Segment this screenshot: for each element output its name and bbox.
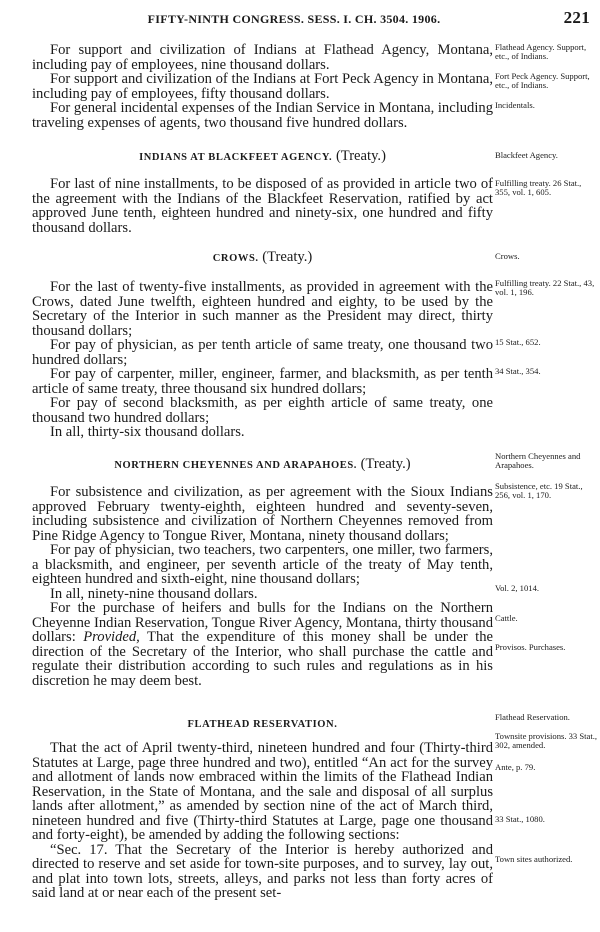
heading-treaty-label: (Treaty.) <box>335 148 386 164</box>
crows-section <box>32 280 493 440</box>
paragraph-crows-physician: For pay of physician, as per tenth article of same treaty, one thousand two hundred dollars; <box>32 337 493 368</box>
heading-cheyennes <box>32 456 493 473</box>
margin-note-town-sites: Town sites authorized. <box>495 854 573 864</box>
margin-note-flathead-agency: Flathead Agency. Support, etc., of Indians. <box>495 42 587 61</box>
margin-note-ante: Ante, p. 79. <box>495 762 536 772</box>
paragraph-flathead-amendment: That the act of April twenty-third, nineteen hundred and four (Thirty-third Statutes at Large, page three hundred and two), entitled “An act for the survey and allotment of lands now embraced within the limits of the Flathead Indian Reservation, in the State of Montana, and the sale and disposal of all surplus lands after allotment,” as amended by section nine of the act of March third, nineteen hundred and five (Thirty-third Statutes at Large, page one thousand and forty-eight), be amended by adding the following sections: <box>32 740 493 843</box>
margin-note-northern-cheyennes: Northern Cheyennes and Arapahoes. <box>495 451 581 470</box>
margin-note-fulfilling-treaty-2: Fulfilling treaty. 22 Stat., 43, vol. 1, 196. <box>495 278 595 297</box>
paragraph-blackfeet: For last of nine installments, to be disposed of as provided in article two of the agreement with the Indians of the Blackfeet Reservation, ratified by act approved June tenth, eighteen hundred and ninety-six, one hundred and fifty thousand dollars. <box>32 176 493 236</box>
montana-section <box>32 43 493 130</box>
paragraph-cheyenne-subsistence: For subsistence and civilization, as per agreement with the Sioux Indians approved February twenty-eighth, eighteen hundred and seventy-seven, including subsistence and civilization of Northern Cheyennes removed from Pine Ridge Agency to Tongue River, Montana, ninety thousand dollars; <box>32 484 493 544</box>
heading-flathead-text: FLATHEAD RESERVATION. <box>187 719 338 730</box>
paragraph-section-17: “Sec. 17. That the Secretary of the Interior is hereby authorized and directed to reserve and set aside for town-site purposes, and to survey, lay out, and plat into town lots, streets, alleys, and parks not less than forty acres of said land at or near each of the present set- <box>32 841 493 901</box>
page-number: 221 <box>563 8 590 27</box>
margin-note-crows: Crows. <box>495 251 520 261</box>
paragraph-flathead-agency: For support and civilization of Indians at Flathead Agency, Montana, including pay of employees, nine thousand dollars. <box>32 42 493 73</box>
margin-note-vol2: Vol. 2, 1014. <box>495 583 540 593</box>
proviso-text: That the expenditure of this money shall be under the direction of the Secretary of the Interior, who shall purchase the cattle and regulate their distribution according to such rules and regulations as in his discretion he may deem best. <box>32 629 493 689</box>
heading-blackfeet <box>32 148 493 165</box>
margin-note-34-stat: 34 Stat., 354. <box>495 366 541 376</box>
margin-note-fort-peck: Fort Peck Agency. Support, etc., of Indians. <box>495 71 590 90</box>
margin-note-15-stat: 15 Stat., 652. <box>495 337 541 347</box>
paragraph-incidentals: For general incidental expenses of the Indian Service in Montana, including traveling expenses of agents, two thousand five hundred dollars. <box>32 100 493 131</box>
paragraph-cheyenne-physician: For pay of physician, two teachers, two carpenters, one miller, two farmers, a blacksmith, and engineer, per seventh article of the treaty of May tenth, eighteen hundred and sixth-eight, nine thousand dollars; <box>32 542 493 587</box>
heading-cheyennes-text: NORTHERN CHEYENNES AND ARAPAHOES. <box>114 460 358 471</box>
heading-blackfeet-text: INDIANS AT BLACKFEET AGENCY. <box>139 152 333 163</box>
margin-note-townsite: Townsite provisions. 33 Stat., 302, amended. <box>495 731 598 750</box>
margin-note-fulfilling-treaty-1: Fulfilling treaty. 26 Stat., 355, vol. 1, 605. <box>495 178 582 197</box>
heading-flathead-reservation <box>32 715 493 732</box>
paragraph-crows-carpenter: For pay of carpenter, miller, engineer, farmer, and blacksmith, as per tenth article of same treaty, three thousand six hundred dollars; <box>32 366 493 397</box>
margin-note-33-stat: 33 Stat., 1080. <box>495 814 545 824</box>
margin-note-incidentals: Incidentals. <box>495 100 535 110</box>
heading-treaty-label: (Treaty.) <box>360 456 411 472</box>
proviso-word: Provided, <box>83 629 140 645</box>
flathead-reservation-section <box>32 741 493 901</box>
heading-crows <box>32 249 493 266</box>
paragraph-cheyenne-total: In all, ninety-nine thousand dollars. <box>50 585 258 602</box>
margin-note-flathead-reservation: Flathead Reservation. <box>495 712 570 722</box>
paragraph-crows-blacksmith: For pay of second blacksmith, as per eighth article of same treaty, one thousand two hundred dollars; <box>32 395 493 426</box>
margin-note-provisos: Provisos. Purchases. <box>495 642 566 652</box>
margin-note-subsistence: Subsistence, etc. 19 Stat., 256, vol. 1, 170. <box>495 481 583 500</box>
cattle-text: For the purchase of heifers and bulls for the Indians on the Northern Cheyenne Indian Reservation, Tongue River Agency, Montana, thirty thousand dollars: <box>32 600 494 645</box>
heading-treaty-label: (Treaty.) <box>262 249 313 265</box>
running-title: FIFTY-NINTH CONGRESS. SESS. I. CH. 3504. 1906. <box>147 12 441 26</box>
paragraph-crows-installments: For the last of twenty-five installments, as provided in agreement with the Crows, dated June twelfth, eighteen hundred and eighty, to be used by the Secretary of the Interior in such manner as the President may direct, thirty thousand dollars; <box>32 279 493 339</box>
margin-note-blackfeet-agency: Blackfeet Agency. <box>495 150 558 160</box>
paragraph-cheyenne-cattle <box>32 601 493 688</box>
cheyennes-section <box>32 485 493 688</box>
paragraph-crows-total: In all, thirty-six thousand dollars. <box>50 424 245 440</box>
margin-note-cattle: Cattle. <box>495 613 518 623</box>
heading-crows-text: CROWS. <box>212 253 259 264</box>
blackfeet-section <box>32 177 493 235</box>
paragraph-fort-peck: For support and civilization of the Indians at Fort Peck Agency in Montana, including pay of employees, fifty thousand dollars. <box>32 71 493 102</box>
